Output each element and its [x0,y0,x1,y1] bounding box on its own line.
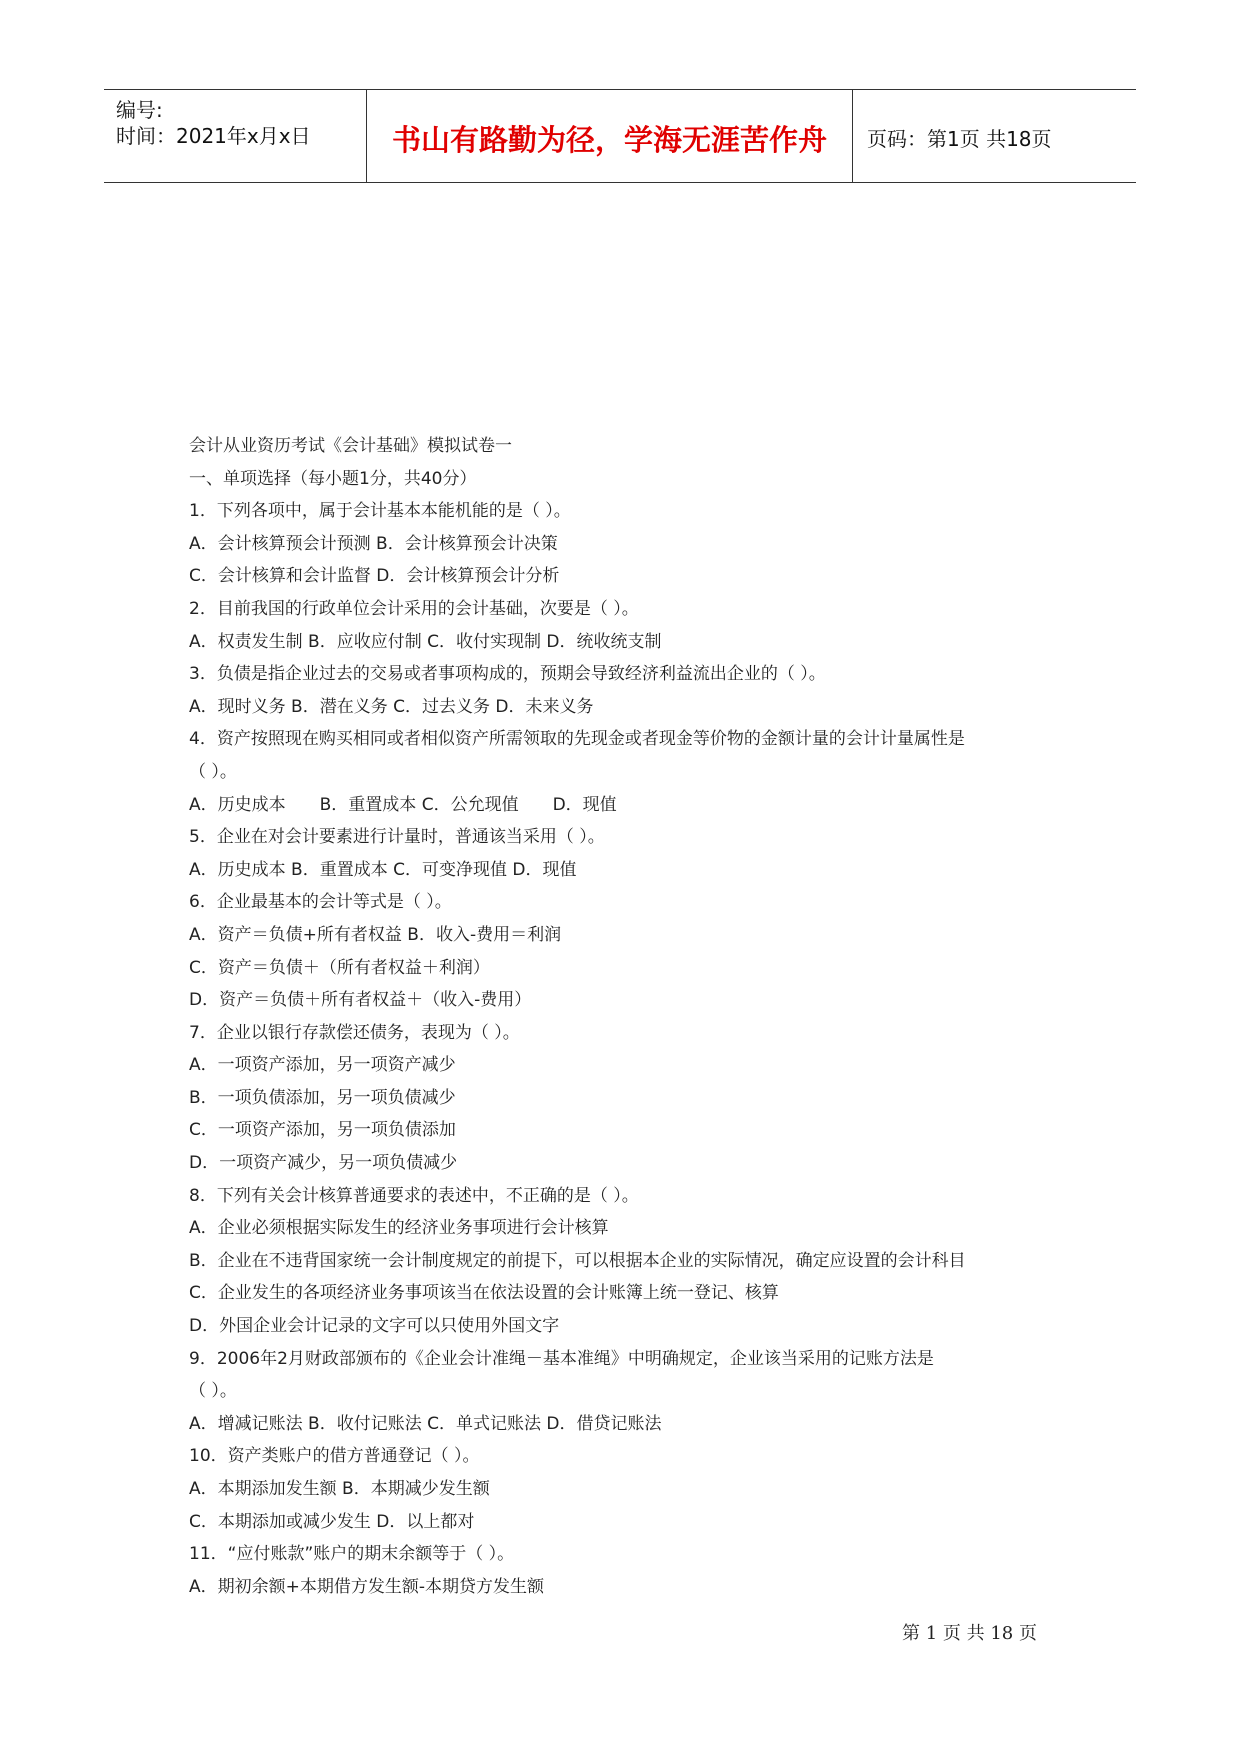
text-line: 4．资产按照现在购买相同或者相似资产所需领取的先现金或者现金等价物的金额计量的会计计量属性是 [189,729,965,750]
text-line: C．企业发生的各项经济业务事项该当在依法设置的会计账簿上统一登记、核算 [189,1283,779,1304]
text-line: A．企业必须根据实际发生的经济业务事项进行会计核算 [189,1218,609,1239]
text-line: A．增减记账法 B．收付记账法 C．单式记账法 D．借贷记账法 [189,1413,662,1434]
text-line: A．现时义务 B．潜在义务 C．过去义务 D．未来义务 [189,696,594,717]
motto: 书山有路勤为径，学海无涯苦作舟 [391,123,827,157]
text-line: 10．资产类账户的借方普通登记（ ）。 [189,1446,480,1467]
text-line: C．资产＝负债＋（所有者权益＋利润） [189,957,490,978]
text-line: D．一项资产减少，另一项负债减少 [189,1153,458,1174]
text-line: A．资产＝负债+所有者权益 B．收入-费用＝利润 [189,924,562,945]
text-line: 9．2006年2月财政部颁布的《企业会计准绳－基本准绳》中明确规定，企业该当采用的记账方法是 [189,1348,934,1369]
header-motto-cell [367,90,853,182]
text-line: 6．企业最基本的会计等式是（ ）。 [189,892,452,913]
exam-content [189,430,1089,1603]
text-line: C．本期添加或减少发生 D．以上都对 [189,1511,475,1532]
page-footer: 第 1 页 共 18 页 [902,1623,1037,1644]
time-label: 时间：2021年x月x日 [116,124,311,148]
text-line: （ ）。 [189,1381,237,1402]
text-line: A．一项资产添加，另一项资产减少 [189,1055,456,1076]
text-line: 一、单项选择（每小题1分，共40分） [189,468,477,489]
text-line: A．历史成本 B．重置成本 C．公允现值 D．现值 [189,794,617,815]
text-line: A．本期添加发生额 B．本期减少发生额 [189,1479,490,1499]
text-line: 7．企业以银行存款偿还债务，表现为（ ）。 [189,1022,520,1043]
text-line: 1．下列各项中，属于会计基本本能机能的是（ ）。 [189,501,571,522]
text-line: 会计从业资历考试《会计基础》模拟试卷一 [189,436,512,456]
text-line: 11．“应付账款”账户的期末余额等于（ ）。 [189,1544,515,1565]
text-line: D．资产＝负债＋所有者权益＋（收入-费用） [189,990,532,1011]
number-label: 编号: [116,98,163,122]
page-code: 页码：第1页 共18页 [867,127,1052,151]
text-line: D．外国企业会计记录的文字可以只使用外国文字 [189,1316,560,1337]
text-line: 8．下列有关会计核算普通要求的表述中，不正确的是（ ）。 [189,1185,639,1206]
header-info-cell [104,90,367,182]
text-line: A．期初余额+本期借方发生额-本期贷方发生额 [189,1576,545,1597]
text-line: B．一项负债添加，另一项负债减少 [189,1087,456,1108]
text-line: C．会计核算和会计监督 D．会计核算预会计分析 [189,566,560,587]
text-line: A．历史成本 B．重置成本 C．可变净现值 D．现值 [189,859,577,880]
text-line: A．权责发生制 B．应收应付制 C．收付实现制 D．统收统支制 [189,631,662,652]
text-line: 2．目前我国的行政单位会计采用的会计基础，次要是（ ）。 [189,598,639,619]
text-line: 5．企业在对会计要素进行计量时，普通该当采用（ ）。 [189,827,605,848]
header-page-cell [853,90,1136,182]
text-line: 3．负债是指企业过去的交易或者事项构成的，预期会导致经济利益流出企业的（ ）。 [189,664,826,685]
text-line: （ ）。 [189,761,237,782]
text-line: A．会计核算预会计预测 B．会计核算预会计决策 [189,533,558,554]
text-line: C．一项资产添加，另一项负债添加 [189,1120,456,1141]
page-header [104,89,1136,183]
text-line: B．企业在不违背国家统一会计制度规定的前提下，可以根据本企业的实际情况，确定应设置的会计科目 [189,1250,966,1271]
